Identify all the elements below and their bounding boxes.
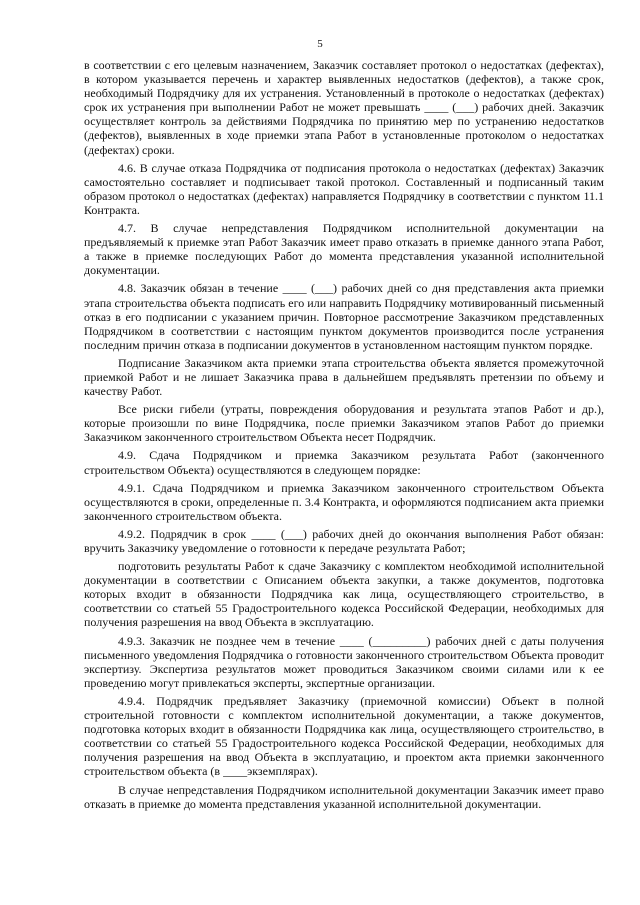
paragraph-4-9-3: 4.9.3. Заказчик не позднее чем в течение ____ (_________) рабочих дней с даты получения письменного уведомления Подрядчика о готовности законченного строительством Объекта проводит экспертизу. Экспертиза результатов может проводиться Заказчиком своими силами или к ее проведению могут привлекаться эксперты, экспертные организации. [84, 633, 604, 690]
paragraph-4-7: 4.7. В случае непредставления Подрядчиком исполнительной документации на предъявляемый к приемке этап Работ Заказчик имеет право отказать в приемке данного этапа Работ, а также в приемке последующих Работ до момента представления указанной исполнительной документации. [84, 221, 604, 278]
paragraph-4-6: 4.6. В случае отказа Подрядчика от подписания протокола о недостатках (дефектах) Заказчик самостоятельно составляет и подписывает такой протокол. Составленный и подписанный таким образом протокол о недостатках (дефектах) направляется Подрядчику в соответствии с пунктом 11.1 Контракта. [84, 160, 604, 217]
paragraph-risks: Все риски гибели (утраты, повреждения оборудования и результата этапов Работ и др.), которые произошли по вине Подрядчика, после приемки Заказчиком этапов Работ до приемки Заказчиком законченного строительством Объекта несет Подрядчик. [84, 402, 604, 445]
paragraph-interim-acceptance: Подписание Заказчиком акта приемки этапа строительства объекта является промежуточной приемкой Работ и не лишает Заказчика права в дальнейшем предъявлять претензии по объему и качеству Работ. [84, 355, 604, 399]
paragraph-4-9-1: 4.9.1. Сдача Подрядчиком и приемка Заказчиком законченного строительством Объекта осуществляются в сроки, определенные п. 3.4 Контракта, и оформляются подписанием акта приемки законченного строительством объекта. [84, 480, 604, 523]
page-number: 5 [317, 38, 323, 50]
paragraph-4-9-2: 4.9.2. Подрядчик в срок ____ (___) рабочих дней до окончания выполнения Работ обязан: вручить Заказчику уведомление о готовности к передаче результата Работ; [84, 526, 604, 555]
paragraph-continuation: в соответствии с его целевым назначением, Заказчик составляет протокол о недостатках (дефектах), в котором указывается перечень и характер выявленных недостатков (дефектов), а также срок, необходимый Подрядчику для их устранения. Установленный в протоколе о недостатках (дефектах) срок их устранения при выполнении Работ не может превышать ____ (___) рабочих дней. Заказчик осуществляет контроль за действиями Подрядчика по принятию мер по устранению недостатков (дефектов), выявленных в ходе приемки этапа Работ в установленные протоколом о недостатках (дефектах) сроки. [84, 58, 604, 157]
paragraph-refusal: В случае непредставления Подрядчиком исполнительной документации Заказчик имеет право отказать в приемке до момента представления указанной исполнительной документации. [84, 782, 604, 811]
document-body [84, 58, 604, 815]
paragraph-prepare-results: подготовить результаты Работ к сдаче Заказчику с комплектом необходимой исполнительной документации в соответствии с Описанием объекта закупки, а также документов, подготовка которых входит в обязанности Подрядчика как лица, осуществляющего строительство, в соответствии со статьей 55 Градостроительного кодекса Российской Федерации, необходимых для получения разрешения на ввод Объекта в эксплуатацию. [84, 559, 604, 630]
paragraph-4-9: 4.9. Сдача Подрядчиком и приемка Заказчиком результата Работ (законченного строительством Объекта) осуществляются в следующем порядке: [84, 448, 604, 477]
paragraph-4-9-4: 4.9.4. Подрядчик предъявляет Заказчику (приемочной комиссии) Объект в полной строительной готовности с комплектом исполнительной документации, а также документов, подготовка которых входит в обязанности Подрядчика как лица, осуществляющего строительство, в соответствии со статьей 55 Градостроительного кодекса Российской Федерации, необходимых для получения разрешения на ввод Объекта в эксплуатацию, и проектом акта приемки законченного строительством объекта (в ____экземплярах). [84, 693, 604, 779]
paragraph-4-8: 4.8. Заказчик обязан в течение ____ (___) рабочих дней со дня представления акта приемки этапа строительства объекта подписать его или направить Подрядчику мотивированный письменный отказ в его подписании с указанием причин. Повторное рассмотрение Заказчиком представленных Подрядчиком в соответствии с настоящим пунктом документов производится после устранения последним причин отказа в подписании документов в установленном настоящим пунктом порядке. [84, 281, 604, 352]
